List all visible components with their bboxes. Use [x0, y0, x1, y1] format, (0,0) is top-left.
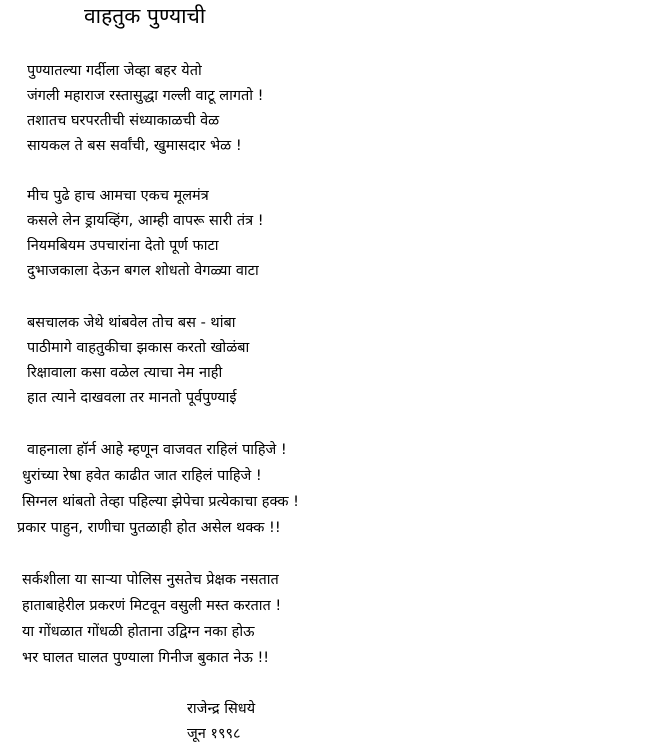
poem-line: मीच पुढे हाच आमचा एकच मूलमंत्र — [27, 188, 209, 204]
poem-line: वाहनाला हॉर्न आहे म्हणून वाजवत राहिलं पाहिजे ! — [27, 442, 287, 458]
poem-line: सायकल ते बस सर्वांची, खुमासदार भेळ ! — [27, 138, 242, 154]
poem-line: दुभाजकाला देऊन बगल शोधतो वेगळ्या वाटा — [27, 263, 259, 279]
author-name: राजेन्द्र सिधये — [187, 701, 256, 717]
poem-line: धुरांच्या रेषा हवेत काढीत जात राहिलं पाहिजे ! — [22, 468, 262, 484]
poem-line: तशातच घरपरतीची संध्याकाळची वेळ — [27, 113, 220, 129]
poem-line: कसले लेन ड्रायव्हिंग, आम्ही वापरू सारी तंत्र ! — [27, 213, 264, 229]
poem-line: भर घालत घालत पुण्याला गिनीज बुकात नेऊ !! — [22, 650, 270, 666]
poem-line: सिग्नल थांबतो तेव्हा पहिल्या झेपेचा प्रत्येकाचा हक्क ! — [22, 494, 299, 510]
poem-line: या गोंधळात गोंधळी होताना उद्विग्न नका होऊ — [22, 624, 255, 640]
poem-line: हात त्याने दाखवला तर मानतो पूर्वपुण्याई — [27, 390, 237, 406]
poem-line: प्रकार पाहुन, राणीचा पुतळाही होत असेल थक्क !! — [17, 520, 281, 536]
poem-line: रिक्षावाला कसा वळेल त्याचा नेम नाही — [27, 365, 223, 381]
poem-line: नियमबियम उपचारांना देतो पूर्ण फाटा — [27, 238, 219, 254]
poem-title: वाहतुक पुण्याची — [84, 4, 206, 28]
poem-line: हाताबाहेरील प्रकरणं मिटवून वसुली मस्त करतात ! — [22, 598, 282, 614]
poem-line: बसचालक जेथे थांबवेल तोच बस - थांबा — [27, 315, 236, 331]
poem-line: पुण्यातल्या गर्दीला जेव्हा बहर येतो — [27, 63, 202, 79]
poem-date: जून १९९८ — [187, 726, 241, 742]
poem-line: सर्कशीला या साऱ्या पोलिस नुसतेच प्रेक्षक नसतात — [22, 572, 279, 588]
poem-line: जंगली महाराज रस्तासुद्धा गल्ली वाटू लागतो ! — [27, 88, 264, 104]
poem-line: पाठीमागे वाहतुकीचा झकास करतो खोळंबा — [27, 340, 250, 356]
